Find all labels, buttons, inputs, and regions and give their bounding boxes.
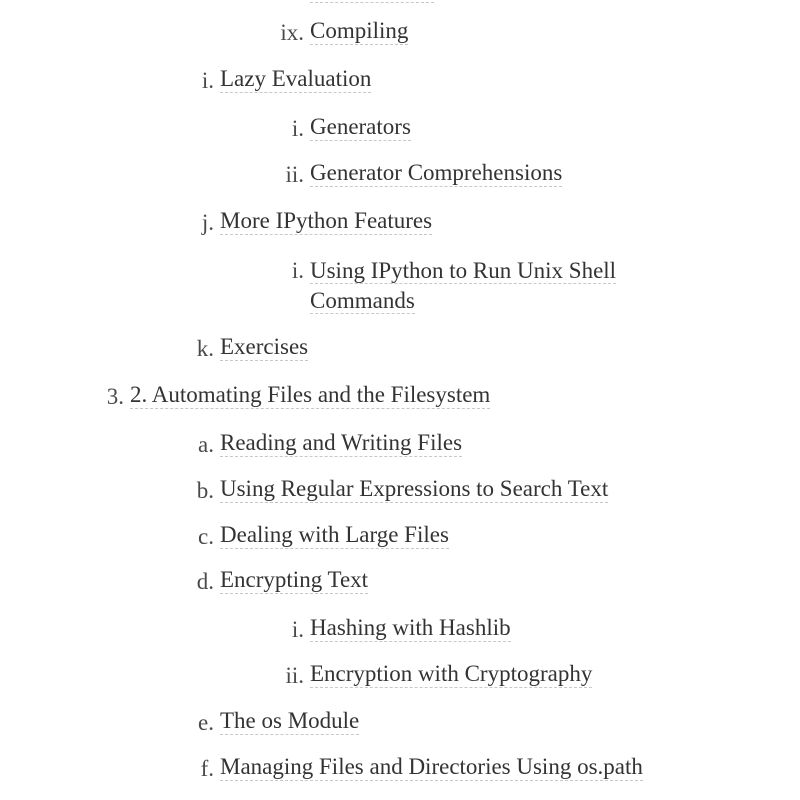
toc-link-regular-expressions[interactable]: Using Regular Expressions to Search Text [220, 476, 609, 501]
toc-marker: i. [291, 116, 304, 141]
toc-marker: i. [201, 68, 214, 93]
toc-marker: e. [198, 710, 214, 735]
toc-link-reading-writing-files[interactable]: Reading and Writing Files [220, 430, 463, 455]
toc-marker: d. [196, 569, 214, 594]
toc-entry-os-path [0, 754, 800, 784]
toc-entry-compiling [0, 18, 800, 48]
toc-marker: ii. [285, 663, 304, 688]
toc-link-chapter-2[interactable]: 2. Automating Files and the Filesystem [130, 382, 491, 407]
toc-link-ipython-unix-shell[interactable] [310, 256, 660, 316]
toc-entry-encryption-cryptography [0, 661, 800, 691]
toc-marker: a. [198, 432, 214, 457]
toc-entry-os-module [0, 708, 800, 738]
toc-entry-more-ipython-features [0, 208, 800, 238]
toc-marker: i. [291, 617, 304, 642]
toc-link-generators[interactable]: Generators [310, 114, 411, 139]
toc-marker: c. [198, 524, 214, 549]
toc-link-os-module[interactable]: The os Module [220, 708, 360, 733]
toc-entry-lazy-evaluation [0, 66, 800, 96]
toc-link-encrypting-text[interactable]: Encrypting Text [220, 567, 369, 592]
toc-link-line: Using IPython to Run Unix Shell [310, 258, 617, 283]
toc-marker: f. [200, 756, 214, 781]
toc-entry-reading-writing-files [0, 430, 800, 460]
toc-link-hashing-hashlib[interactable]: Hashing with Hashlib [310, 615, 511, 640]
previous-entry-underline [310, 0, 434, 3]
toc-entry-hashing-hashlib [0, 615, 800, 645]
toc-link-encryption-cryptography[interactable]: Encryption with Cryptography [310, 661, 593, 686]
toc-marker: ii. [285, 162, 304, 187]
toc-marker: i. [291, 258, 304, 283]
toc-link-generator-comprehensions[interactable]: Generator Comprehensions [310, 160, 563, 185]
toc-entry-large-files [0, 522, 800, 552]
toc-entry-exercises [0, 334, 800, 364]
toc-entry-generator-comprehensions [0, 160, 800, 190]
toc-link-compiling[interactable]: Compiling [310, 18, 409, 43]
toc-marker: j. [201, 210, 214, 235]
toc-link-large-files[interactable]: Dealing with Large Files [220, 522, 449, 547]
toc-marker: b. [196, 478, 214, 503]
toc-entry-regular-expressions [0, 476, 800, 506]
toc-entry-generators [0, 114, 800, 144]
toc-link-exercises[interactable]: Exercises [220, 334, 309, 359]
toc-link-more-ipython-features[interactable]: More IPython Features [220, 208, 433, 233]
toc-link-os-path[interactable]: Managing Files and Directories Using os.path [220, 754, 643, 779]
toc-link-line: Commands [310, 288, 415, 313]
toc-marker: 3. [106, 384, 124, 409]
toc-entry-encrypting-text [0, 567, 800, 597]
toc-marker: k. [196, 336, 214, 361]
toc-entry-ipython-unix-shell [0, 256, 800, 318]
toc-link-lazy-evaluation[interactable]: Lazy Evaluation [220, 66, 372, 91]
toc-marker: ix. [280, 20, 304, 45]
toc-entry-chapter-2 [0, 382, 800, 412]
